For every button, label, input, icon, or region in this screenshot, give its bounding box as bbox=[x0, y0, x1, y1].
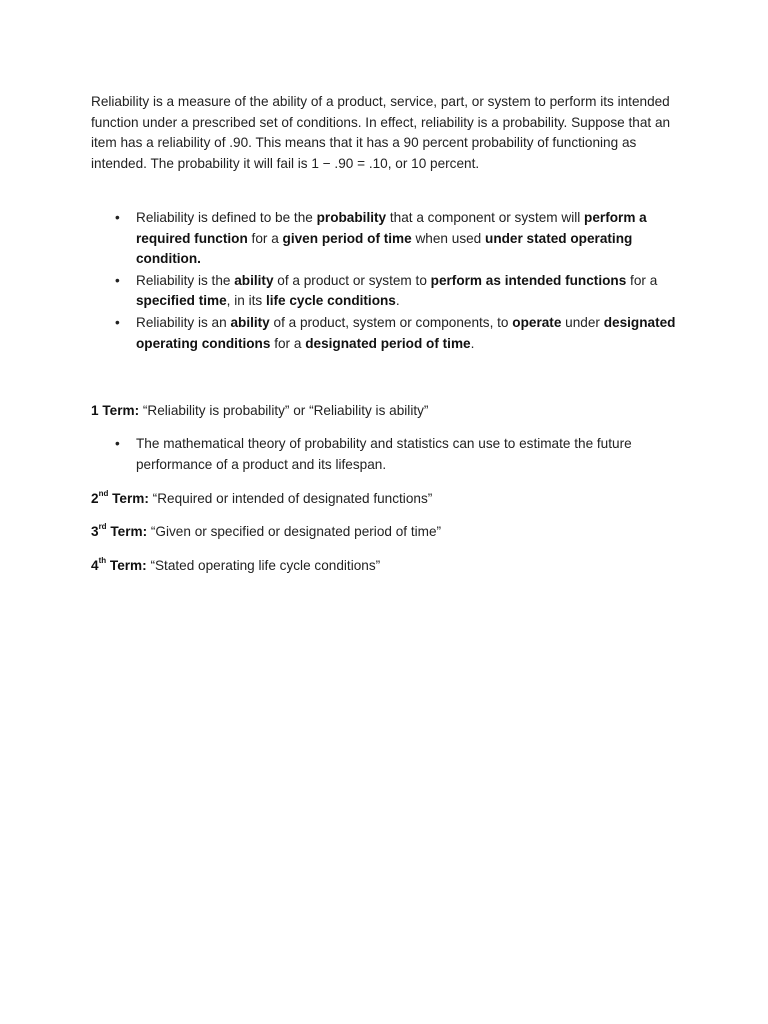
definition-keyword: perform as intended functions bbox=[430, 272, 627, 288]
bullet-icon: • bbox=[115, 314, 120, 330]
definition-keyword: specified time bbox=[136, 293, 227, 309]
term-label-text: Term: bbox=[108, 491, 149, 506]
definition-keyword: probability bbox=[316, 210, 387, 225]
definition-list bbox=[91, 208, 681, 355]
definition-text: when used bbox=[411, 230, 486, 246]
definition-keyword: given period of time bbox=[282, 230, 412, 246]
term-label bbox=[91, 524, 147, 539]
definition-text: Reliability is the bbox=[136, 272, 235, 288]
definition-keyword: ability bbox=[234, 272, 274, 288]
definition-text: for a bbox=[247, 230, 283, 246]
term-text: “Stated operating life cycle conditions” bbox=[146, 558, 381, 573]
definition-item-2 bbox=[91, 271, 681, 312]
definition-text: for a bbox=[270, 335, 306, 351]
definition-text: for a bbox=[626, 272, 658, 288]
definition-keyword: designated period of time bbox=[305, 335, 471, 351]
term-ordinal: nd bbox=[98, 489, 109, 499]
term-label bbox=[91, 491, 149, 506]
term-1-list bbox=[91, 434, 681, 475]
term-label-text: Term: bbox=[106, 558, 147, 573]
term-text: “Reliability is probability” or “Reliability is ability” bbox=[139, 403, 429, 418]
bullet-icon: • bbox=[115, 436, 120, 451]
term-number: 3 bbox=[91, 524, 99, 539]
term-1-bullet-text: The mathematical theory of probability and statistics can use to estimate the future performance of a product and its lifespan. bbox=[136, 436, 632, 472]
term-ordinal: rd bbox=[98, 522, 107, 532]
definition-keyword: under stated operating condition. bbox=[136, 230, 633, 267]
definition-keyword: ability bbox=[230, 314, 270, 330]
definition-text: Reliability is defined to be the bbox=[136, 210, 317, 225]
definition-keyword: operate bbox=[512, 314, 562, 330]
term-4 bbox=[91, 556, 380, 576]
definition-keyword: designated operating conditions bbox=[136, 314, 676, 351]
definition-text: . bbox=[395, 293, 400, 309]
term-text: “Given or specified or designated period of time” bbox=[147, 524, 442, 539]
definition-text: of a product or system to bbox=[273, 272, 431, 288]
term-2 bbox=[91, 489, 432, 509]
bullet-icon: • bbox=[115, 272, 120, 288]
definition-text: that a component or system will bbox=[386, 210, 585, 225]
definition-keyword: life cycle conditions bbox=[265, 293, 396, 309]
definition-item-3 bbox=[91, 313, 681, 354]
term-3 bbox=[91, 522, 441, 542]
definition-text: , in its bbox=[226, 293, 266, 309]
term-1-bullet-item bbox=[91, 434, 681, 475]
intro-paragraph: Reliability is a measure of the ability of a product, service, part, or system to perform its intended function under a prescribed set of conditions. In effect, reliability is a probability. Suppose that an item has a reliability of .90. This means that it has a 90 percent probability of functioning as intended. The probability it will fail is 1 − .90 = .10, or 10 percent. bbox=[91, 94, 671, 171]
term-number: 2 bbox=[91, 491, 99, 506]
definition-keyword: perform a required function bbox=[136, 210, 647, 246]
bullet-icon: • bbox=[115, 210, 120, 225]
definition-text: of a product, system or components, to bbox=[269, 314, 513, 330]
term-text: “Required or intended of designated functions” bbox=[148, 491, 433, 506]
definition-item-1 bbox=[91, 208, 681, 270]
term-label bbox=[91, 558, 147, 573]
term-ordinal: th bbox=[98, 556, 107, 566]
term-number: 4 bbox=[91, 558, 99, 573]
definition-text: Reliability is an bbox=[136, 314, 231, 330]
definition-text: . bbox=[470, 335, 475, 351]
term-1 bbox=[91, 401, 428, 421]
term-label: 1 Term: bbox=[91, 403, 140, 418]
term-label-text: Term: bbox=[106, 524, 148, 539]
definition-text: under bbox=[561, 314, 604, 330]
